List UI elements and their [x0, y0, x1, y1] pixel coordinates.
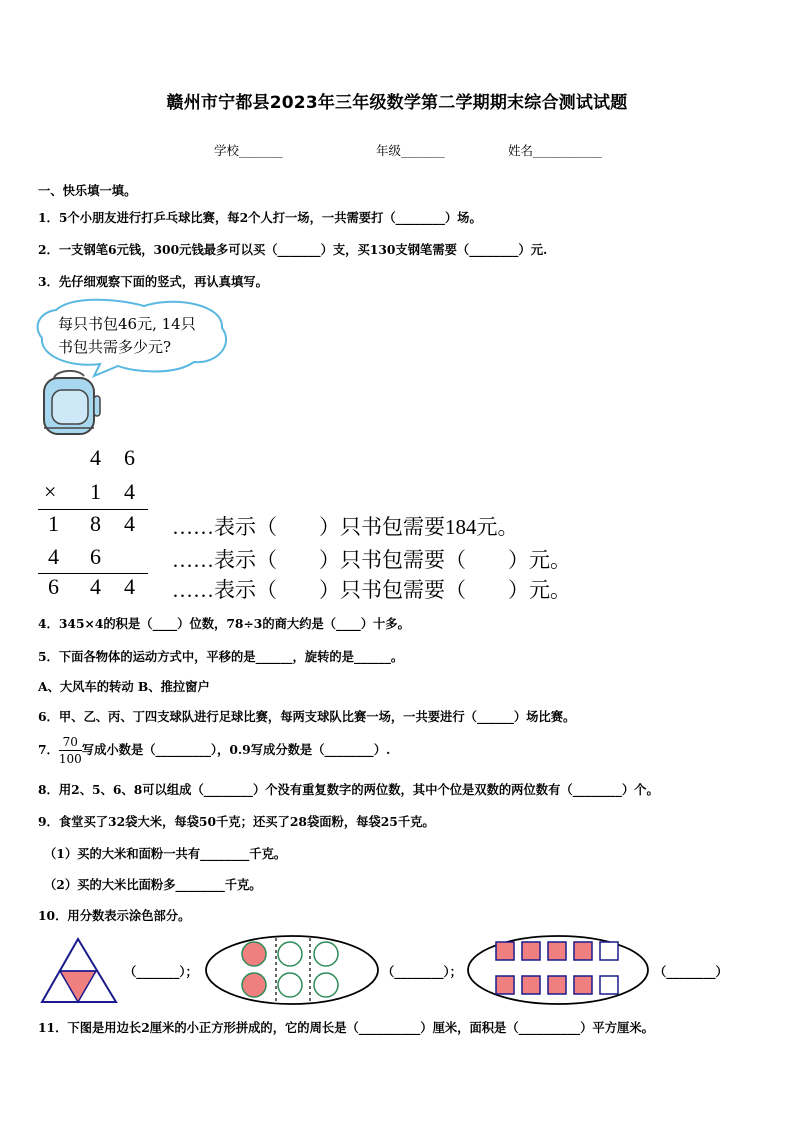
question-2: 2．一支钢笔6元钱，300元钱最多可以买（_______）支，买130支钢笔需要（________）元.: [38, 242, 548, 257]
answer-blank-1: （_______）；: [124, 964, 198, 979]
question-11: 11．下图是用边长2厘米的小正方形拼成的，它的周长是（__________）厘米，面积是（__________）平方厘米。: [38, 1020, 654, 1035]
calc-digit: 1: [48, 511, 59, 536]
fraction: [59, 734, 82, 767]
answer-blank-3: （________）: [654, 964, 728, 979]
page-title: 赣州市宁都县2023年三年级数学第二学期期末综合测试试题: [166, 93, 628, 113]
question-9-part-2: （2）买的大米比面粉多________千克。: [44, 877, 262, 892]
question-5-options: A、大风车的转动 B、推拉窗户: [38, 679, 210, 694]
question-7: [38, 734, 390, 767]
calc-digit: 4: [124, 574, 135, 599]
question-6: 6．甲、乙、丙、丁四支球队进行足球比赛，每两支球队比赛一场，一共要进行（______）场比赛。: [38, 709, 576, 724]
question-3: 3．先仔细观察下面的竖式，再认真填写。: [38, 274, 268, 289]
backpack-icon: [38, 368, 104, 438]
bubble-line-2: 书包共需多少元?: [58, 338, 172, 356]
section-heading: 一、快乐填一填。: [38, 183, 137, 198]
grade-field: 年级_______: [376, 143, 445, 158]
calc-explanation-1: ……表示（ ）只书包需要184元。: [172, 515, 519, 539]
question-4: 4．345×4的积是（____）位数，78÷3的商大约是（____）十多。: [38, 616, 410, 631]
calc-digit: 4: [124, 511, 135, 536]
calc-digit: 4: [48, 544, 59, 569]
calc-digit: 8: [90, 511, 101, 536]
question-7-number: 7．: [38, 742, 59, 757]
circle-group-figure: [204, 934, 380, 1006]
question-1: 1．5个小朋友进行打乒乓球比赛，每2个人打一场，一共需要打（________）场。: [38, 210, 482, 225]
calc-digit: 6: [48, 574, 59, 599]
question-10: 10．用分数表示涂色部分。: [38, 908, 191, 923]
school-field: 学校_______: [214, 143, 283, 158]
calc-digit: 1: [90, 479, 101, 504]
question-8: 8．用2、5、6、8可以组成（________）个没有重复数字的两位数，其中个位是双数的两位数有（________）个。: [38, 782, 659, 797]
bubble-line-1: 每只书包46元, 14只: [58, 315, 196, 333]
calc-digit: 6: [124, 445, 135, 470]
calc-explanation-3: ……表示（ ）只书包需要（ ）元。: [172, 578, 571, 602]
calc-digit: 4: [90, 445, 101, 470]
question-7-text: 写成小数是（_________），0.9写成分数是（________）.: [81, 742, 391, 757]
calc-digit: 4: [124, 479, 135, 504]
calc-divider: [38, 509, 148, 510]
question-9-part-1: （1）买的大米和面粉一共有________千克。: [44, 846, 287, 861]
calc-explanation-2: ……表示（ ）只书包需要（ ）元。: [172, 548, 571, 572]
shaded-triangle-figure: [40, 936, 120, 1004]
question-5: 5．下面各物体的运动方式中，平移的是______，旋转的是______。: [38, 649, 404, 664]
name-field: 姓名___________: [508, 143, 602, 158]
calc-digit: 4: [90, 574, 101, 599]
fraction-denominator: 100: [58, 752, 82, 766]
answer-blank-2: （________）；: [382, 964, 462, 979]
question-9: 9．食堂买了32袋大米，每袋50千克；还买了28袋面粉，每袋25千克。: [38, 814, 435, 829]
calc-operator: ×: [44, 479, 57, 504]
calc-digit: 6: [90, 544, 101, 569]
square-group-figure: [466, 934, 650, 1006]
fraction-numerator: 70: [59, 734, 82, 751]
